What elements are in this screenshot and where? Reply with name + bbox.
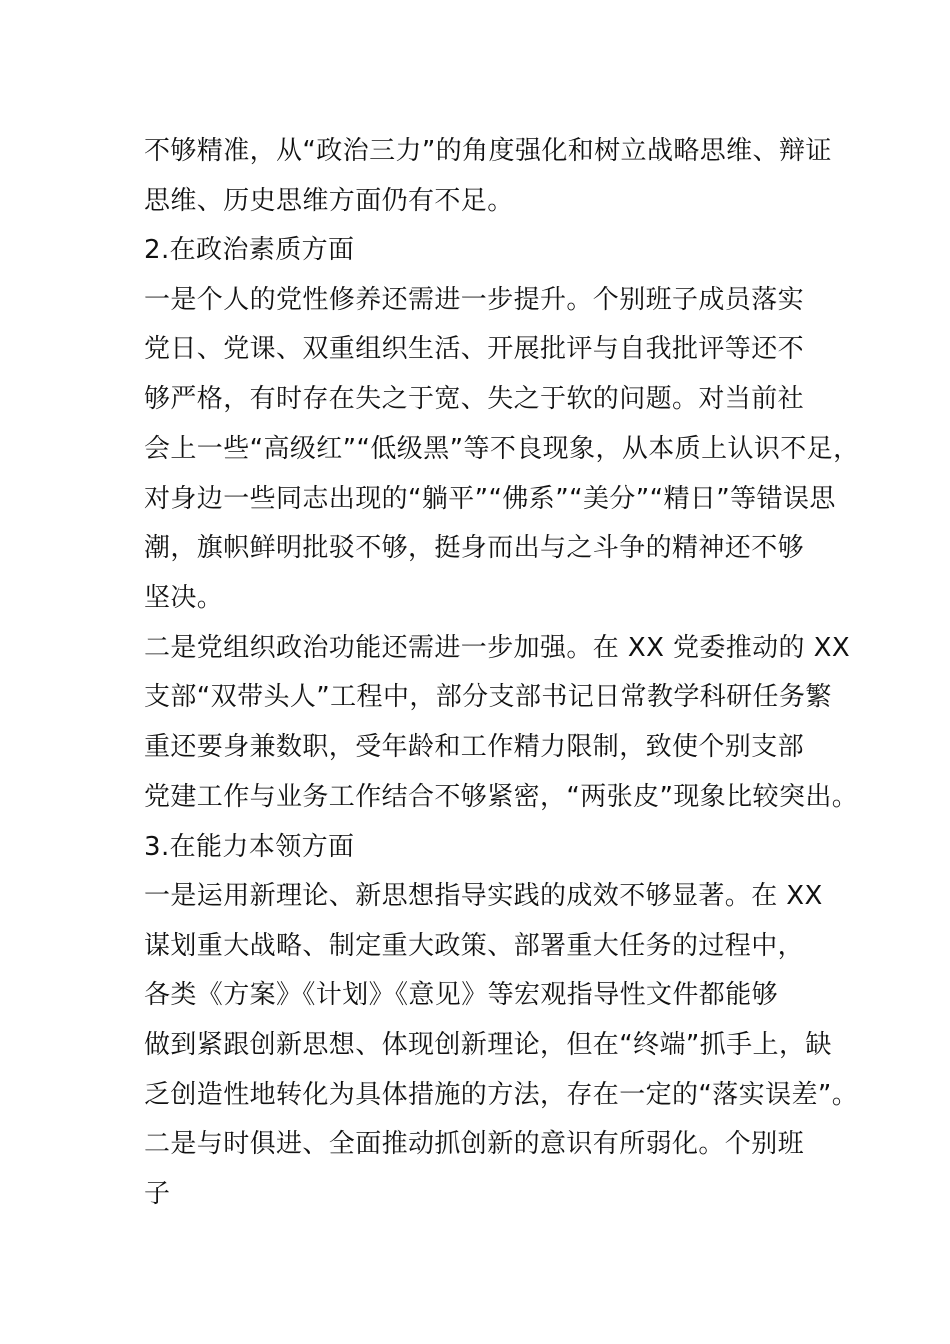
text-line-20: 乏创造性地转化为具体措施的方法，存在一定的“落实误差”。 — [144, 1080, 859, 1110]
section-heading-ability: 3.在能力本领方面 — [144, 832, 355, 862]
text-line-22: 子 — [144, 1179, 171, 1209]
text-line-9: 潮，旗帜鲜明批驳不够，挺身而出与之斗争的精神还不够 — [144, 533, 805, 563]
text-line-13: 重还要身兼数职，受年龄和工作精力限制，致使个别支部 — [144, 732, 805, 762]
text-line-16: 一是运用新理论、新思想指导实践的成效不够显著。在 XX — [144, 881, 823, 911]
text-line-8: 对身边一些同志出现的“躺平”“佛系”“美分”“精日”等错误思 — [144, 484, 836, 514]
text-line-7: 会上一些“高级红”“低级黑”等不良现象，从本质上认识不足， — [144, 434, 860, 464]
text-line-1: 不够精准，从“政治三力”的角度强化和树立战略思维、辩证 — [144, 136, 832, 166]
text-line-5: 党日、党课、双重组织生活、开展批评与自我批评等还不 — [144, 334, 805, 364]
text-line-19: 做到紧跟创新思想、体现创新理论，但在“终端”抓手上，缺 — [144, 1030, 832, 1060]
text-line-11: 二是党组织政治功能还需进一步加强。在 XX 党委推动的 XX — [144, 633, 851, 663]
text-line-14: 党建工作与业务工作结合不够紧密，“两张皮”现象比较突出。 — [144, 782, 859, 812]
text-line-10: 坚决。 — [144, 583, 224, 613]
text-line-12: 支部“双带头人”工程中，部分支部书记日常教学科研任务繁 — [144, 682, 832, 712]
text-line-17: 谋划重大战略、制定重大政策、部署重大任务的过程中， — [144, 931, 805, 961]
section-heading-political-quality: 2.在政治素质方面 — [144, 235, 355, 265]
text-line-21: 二是与时俱进、全面推动抓创新的意识有所弱化。个别班 — [144, 1129, 805, 1159]
text-line-6: 够严格，有时存在失之于宽、失之于软的问题。对当前社 — [144, 384, 805, 414]
text-line-2: 思维、历史思维方面仍有不足。 — [144, 186, 514, 216]
text-line-18: 各类《方案》《计划》《意见》等宏观指导性文件都能够 — [144, 980, 779, 1010]
text-line-4: 一是个人的党性修养还需进一步提升。个别班子成员落实 — [144, 285, 805, 315]
